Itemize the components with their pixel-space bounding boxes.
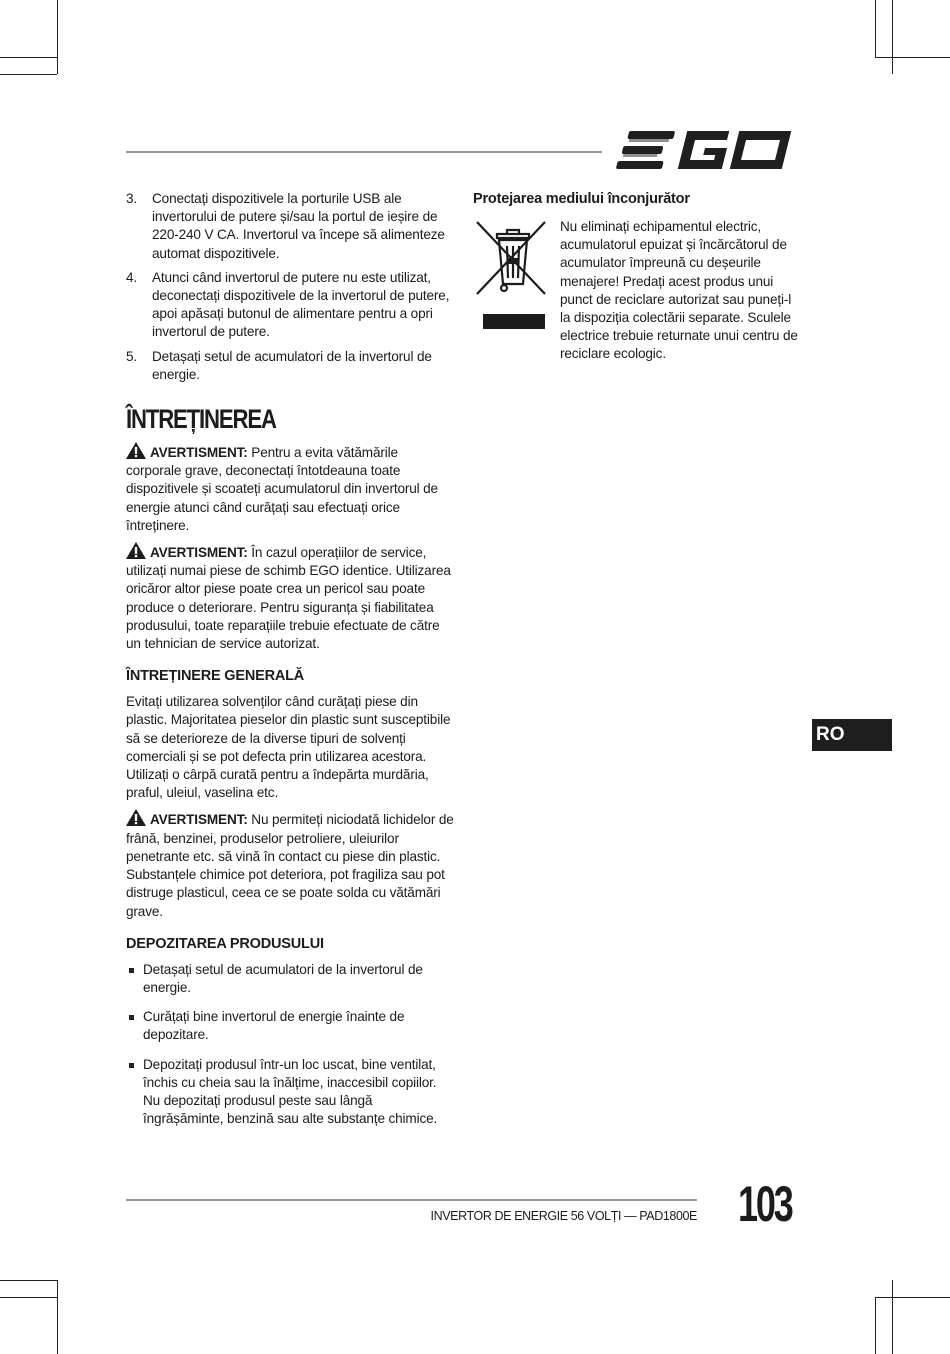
bullet-square-icon [129, 1015, 134, 1020]
warning-triangle-icon [126, 442, 146, 459]
storage-item-text: Curățați bine invertorul de energie înainte de depozitare. [143, 1009, 405, 1043]
crop-mark [0, 1280, 57, 1281]
crop-mark [57, 0, 58, 74]
storage-list-item [126, 961, 456, 997]
step-item [126, 348, 456, 384]
header-rule [126, 151, 602, 153]
warning-paragraph [126, 442, 456, 535]
language-tab: RO [812, 719, 892, 751]
crop-mark [875, 1297, 950, 1298]
crop-mark [875, 57, 950, 58]
storage-heading: DEPOZITAREA PRODUSULUI [126, 935, 324, 952]
crop-mark [0, 1297, 57, 1298]
ego-logo [616, 128, 800, 172]
crop-mark [0, 74, 57, 75]
crop-mark [875, 0, 876, 57]
footer-product-title: INVERTOR DE ENERGIE 56 VOLȚI — PAD1800E [430, 1209, 697, 1223]
warning-paragraph [126, 809, 456, 920]
step-number: 3. [126, 191, 138, 206]
step-text: Atunci când invertorul de putere nu este utilizat, deconectați dispozitivele de la invertorul de putere, apoi apăsați butonul de alimentare pentru a opri invertorul de putere. [152, 269, 450, 340]
warning-text: Pentru a evita vătămările corporale grave, deconectați întotdeauna toate dispozitivele și scoateți acumulatorul din invertorul de energie atunci când curățați sau efectuați orice întreținere. [126, 445, 438, 533]
storage-item-text: Detașați setul de acumulatori de la invertorul de energie. [143, 961, 423, 995]
environment-text: Nu eliminați echipamentul electric, acumulatorul epuizat și încărcătorul de acumulator împreună cu deșeurile menajere! Predați acest produs unui punct de reciclare autorizat sau puneți-l la dispoziția colectării separate. Sculele electrice trebuie returnate unui centru de reciclare ecologic. [560, 219, 798, 362]
step-number: 4. [126, 269, 138, 285]
warning-label: AVERTISMENT: [150, 812, 248, 828]
crop-mark [0, 57, 57, 58]
storage-list-item [126, 1008, 456, 1044]
environment-heading: Protejarea mediului înconjurător [473, 191, 690, 207]
maintenance-heading: ÎNTREȚINEREA [126, 404, 276, 435]
step-number: 5. [126, 348, 138, 364]
warning-triangle-icon [126, 542, 146, 559]
crop-mark [892, 0, 893, 74]
step-item [126, 269, 456, 342]
warning-text: În cazul operațiilor de service, utilizați numai piese de schimb EGO identice. Utilizarea oricăror altor piese poate crea un pericol sau poate produce o deteriorare. Pentru siguranța și fiabilitatea produsului, toate reparațiile trebuie efectuate de către un tehnician de service autorizat. [126, 545, 451, 652]
crop-mark [875, 1297, 876, 1354]
general-maintenance-heading: ÎNTREȚINERE GENERALĂ [126, 668, 305, 685]
storage-item-text: Depozitați produsul într-un loc uscat, bine ventilat, închis cu cheia sau la înălțime, inaccesibil copiilor. Nu depozitați produsul peste sau lângă îngrășăminte, benzină sau alte substanțe chimice. [143, 1056, 438, 1127]
page-number: 103 [738, 1176, 792, 1232]
warning-triangle-icon [126, 809, 146, 826]
step-text: Detașați setul de acumulatori de la invertorul de energie. [152, 348, 432, 382]
footer-rule [126, 1199, 697, 1201]
left-column [126, 190, 456, 1139]
step-item [126, 190, 456, 263]
right-column [473, 190, 803, 378]
general-maintenance-text: Evitați utilizarea solvenților când curățați piese din plastic. Majoritatea pieselor din plastic sunt susceptibile să se deterioreze de la diverse tipuri de solvenți comerciali și se pot defecta prin utilizarea acestora. Utilizați o cârpă curată pentru a îndepărta murdăria, praful, uleiul, vaselina etc. [126, 694, 451, 801]
warning-text: Nu permiteți niciodată lichidelor de frână, benzinei, produselor petroliere, uleiurilor penetrante etc. să vină în contact cu piese din plastic. Substanțele chimice pot deteriora, pot fragiliza sau pot distruge plasticul, ceea ce se poate solda cu vătămări grave. [126, 812, 454, 919]
storage-list-item [126, 1056, 456, 1129]
crop-mark [892, 1280, 893, 1354]
warning-paragraph [126, 542, 456, 653]
bullet-square-icon [129, 1063, 134, 1068]
warning-label: AVERTISMENT: [150, 445, 248, 461]
warning-label: AVERTISMENT: [150, 545, 248, 561]
step-text: Conectați dispozitivele la porturile USB ale invertorului de putere și/sau la portul de ieșire de 220-240 V CA. Invertorul va începe să alimenteze automat dispozitivele. [152, 191, 445, 261]
crossed-out-bin-icon [473, 218, 553, 336]
crop-mark [57, 1280, 58, 1354]
bullet-square-icon [129, 968, 134, 973]
environment-block [473, 218, 803, 378]
